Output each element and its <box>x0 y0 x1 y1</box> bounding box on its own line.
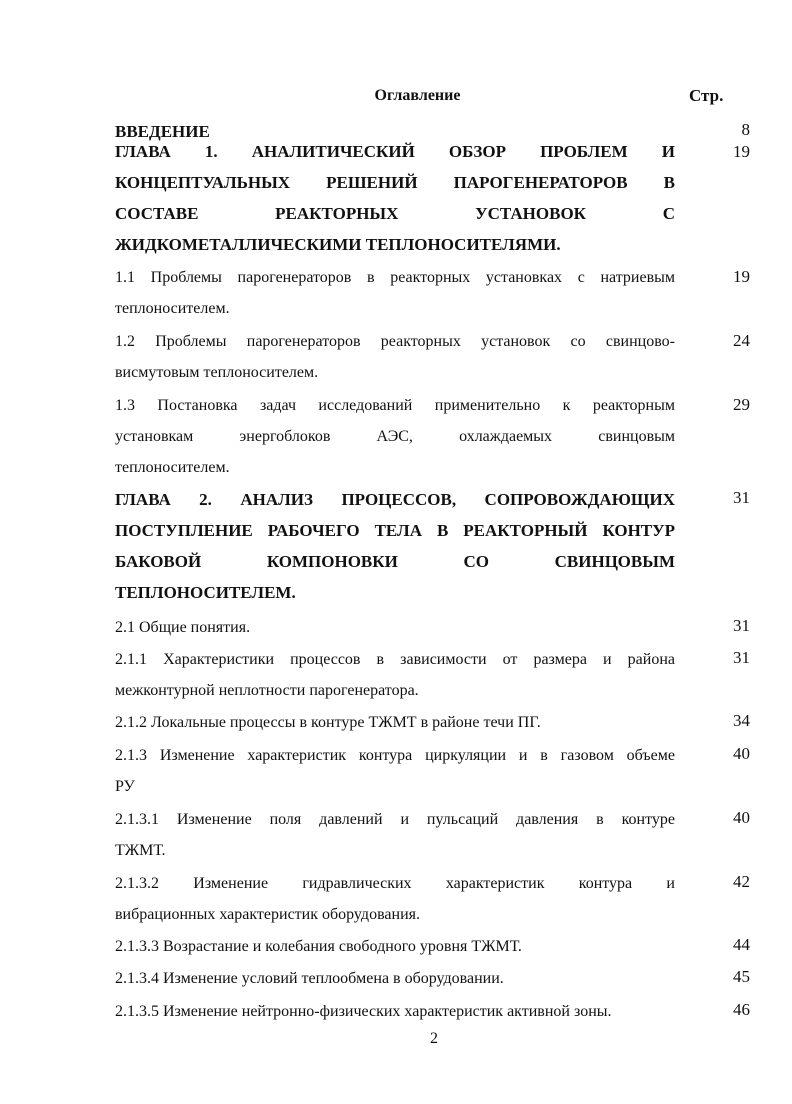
toc-entry-section-1-2 <box>115 326 675 388</box>
toc-entry-page: 46 <box>733 1000 750 1019</box>
toc-entry-page: 19 <box>733 267 750 286</box>
toc-entry-section-2-1-3 <box>115 740 675 802</box>
toc-entry-line: ВВЕДЕНИЕ <box>115 122 210 141</box>
toc-entry-page: 31 <box>733 616 750 635</box>
toc-entry-line: ЖИДКОМЕТАЛЛИЧЕСКИМИ ТЕПЛОНОСИТЕЛЯМИ. <box>115 235 561 254</box>
toc-entry-line: КОНЦЕПТУАЛЬНЫХ РЕШЕНИЙ ПАРОГЕНЕРАТОРОВ В <box>115 173 675 192</box>
page-number: 2 <box>430 1030 438 1047</box>
toc-entry-chapter-1 <box>115 136 675 260</box>
toc-entry-page: 19 <box>733 142 750 161</box>
toc-entry-section-2-1-3-5 <box>115 996 675 1027</box>
toc-entry-line: 1.2 Проблемы парогенераторов реакторных установок со свинцово- <box>115 333 675 350</box>
toc-entry-page: 31 <box>733 648 750 667</box>
toc-entry-chapter-2 <box>115 484 675 608</box>
toc-entry-line: 2.1.3 Изменение характеристик контура циркуляции и в газовом объеме <box>115 747 675 764</box>
toc-entry-line: 2.1.3.4 Изменение условий теплообмена в оборудовании. <box>115 970 504 987</box>
toc-entry-line: теплоносителем. <box>115 300 230 317</box>
toc-entry-line: РУ <box>115 778 135 795</box>
toc-entry-section-2-1-1 <box>115 644 675 706</box>
toc-entry-page: 34 <box>733 711 750 730</box>
toc-entry-line: 2.1.3.2 Изменение гидравлических характеристик контура и <box>115 875 675 892</box>
toc-entry-line: вибрационных характеристик оборудования. <box>115 906 420 923</box>
toc-entry-page: 31 <box>733 488 750 507</box>
toc-entry-line: ГЛАВА 1. АНАЛИТИЧЕСКИЙ ОБЗОР ПРОБЛЕМ И <box>115 142 675 161</box>
toc-entry-line: 1.1 Проблемы парогенераторов в реакторных установках с натриевым <box>115 269 675 286</box>
toc-entry-line: СОСТАВЕ РЕАКТОРНЫХ УСТАНОВОК С <box>115 204 675 223</box>
toc-entry-line: теплоносителем. <box>115 459 230 476</box>
toc-entry-line: 2.1.3.1 Изменение поля давлений и пульсаций давления в контуре <box>115 811 675 828</box>
toc-entry-line: 2.1 Общие понятия. <box>115 619 251 636</box>
toc-header-title: Оглавление <box>374 87 461 104</box>
toc-entry-section-1-3 <box>115 390 675 483</box>
toc-entry-line: ТЖМТ. <box>115 842 166 859</box>
toc-entry-line: 2.1.2 Локальные процессы в контуре ТЖМТ в районе течи ПГ. <box>115 714 541 731</box>
toc-entry-line: установкам энергоблоков АЭС, охлаждаемых свинцовым <box>115 428 675 445</box>
toc-entry-line: 2.1.1 Характеристики процессов в зависимости от размера и района <box>115 651 675 668</box>
toc-entry-page: 45 <box>733 967 750 986</box>
toc-entry-page: 29 <box>733 395 750 414</box>
toc-entry-section-1-1 <box>115 262 675 324</box>
toc-entry-page: 44 <box>733 935 750 954</box>
toc-entry-line: БАКОВОЙ КОМПОНОВКИ СО СВИНЦОВЫМ <box>115 552 675 571</box>
toc-entry-line: висмутовым теплоносителем. <box>115 364 319 381</box>
toc-entry-section-2-1-2 <box>115 707 675 738</box>
toc-entry-line: ТЕПЛОНОСИТЕЛЕМ. <box>115 583 296 602</box>
toc-entry-line: 2.1.3.5 Изменение нейтронно-физических характеристик активной зоны. <box>115 1003 612 1020</box>
toc-entry-line: 1.3 Постановка задач исследований применительно к реакторным <box>115 397 675 414</box>
toc-entry-section-2-1-3-4 <box>115 963 675 994</box>
toc-entry-page: 8 <box>741 120 750 139</box>
toc-entry-section-2-1-3-2 <box>115 868 675 930</box>
toc-header-page-label: Стр. <box>689 86 724 105</box>
toc-entry-line: 2.1.3.3 Возрастание и колебания свободного уровня ТЖМТ. <box>115 938 522 955</box>
toc-entry-page: 40 <box>733 744 750 763</box>
toc-entry-section-2-1-3-3 <box>115 931 675 962</box>
toc-entry-page: 24 <box>733 331 750 350</box>
toc-entry-page: 40 <box>733 808 750 827</box>
toc-entry-line: межконтурной неплотности парогенератора. <box>115 682 419 699</box>
toc-entry-line: ПОСТУПЛЕНИЕ РАБОЧЕГО ТЕЛА В РЕАКТОРНЫЙ КОНТУР <box>115 521 675 540</box>
toc-entry-page: 42 <box>733 872 750 891</box>
toc-entry-section-2-1 <box>115 612 675 643</box>
toc-entry-section-2-1-3-1 <box>115 804 675 866</box>
toc-entry-line: ГЛАВА 2. АНАЛИЗ ПРОЦЕССОВ, СОПРОВОЖДАЮЩИХ <box>115 490 675 509</box>
